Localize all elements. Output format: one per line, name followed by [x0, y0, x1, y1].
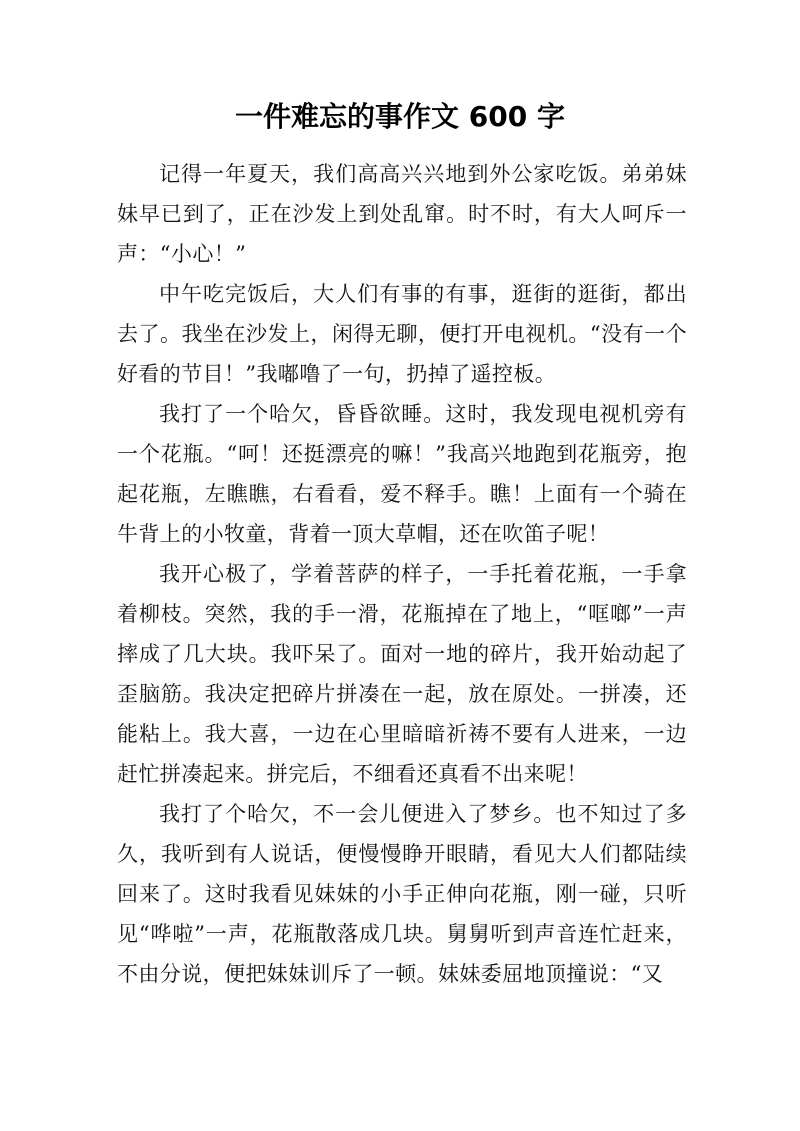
paragraph: 中午吃完饭后，大人们有事的有事，逛街的逛街，都出去了。我坐在沙发上，闲得无聊，便打开电视机。“没有一个好看的节目！”我嘟噜了一句，扔掉了遥控板。	[117, 282, 687, 386]
paragraph: 我打了个哈欠，不一会儿便进入了梦乡。也不知过了多久，我听到有人说话，便慢慢睁开眼睛，看见大人们都陆续回来了。这时我看见妹妹的小手正伸向花瓶，刚一碰，只听见“哗啦”一声，花瓶散落成几块。舅舅听到声音连忙赶来，不由分说，便把妹妹训斥了一顿。妹妹委屈地顶撞说：“又	[117, 802, 687, 986]
paragraph: 我开心极了，学着菩萨的样子，一手托着花瓶，一手拿着柳枝。突然，我的手一滑，花瓶掉在了地上，“哐啷”一声摔成了几大块。我吓呆了。面对一地的碎片，我开始动起了歪脑筋。我决定把碎片拼凑在一起，放在原处。一拼凑，还能粘上。我大喜，一边在心里暗暗祈祷不要有人进来，一边赶忙拼凑起来。拼完后，不细看还真看不出来呢！	[117, 562, 687, 786]
paragraph: 我打了一个哈欠，昏昏欲睡。这时，我发现电视机旁有一个花瓶。“呵！还挺漂亮的嘛！”我高兴地跑到花瓶旁，抱起花瓶，左瞧瞧，右看看，爱不释手。瞧！上面有一个骑在牛背上的小牧童，背着一顶大草帽，还在吹笛子呢！	[117, 402, 687, 546]
paragraph: 记得一年夏天，我们高高兴兴地到外公家吃饭。弟弟妹妹早已到了，正在沙发上到处乱窜。时不时，有大人呵斥一声：“小心！”	[117, 162, 687, 266]
document-title: 一件难忘的事作文 600 字	[235, 100, 565, 133]
essay-body	[117, 154, 687, 994]
